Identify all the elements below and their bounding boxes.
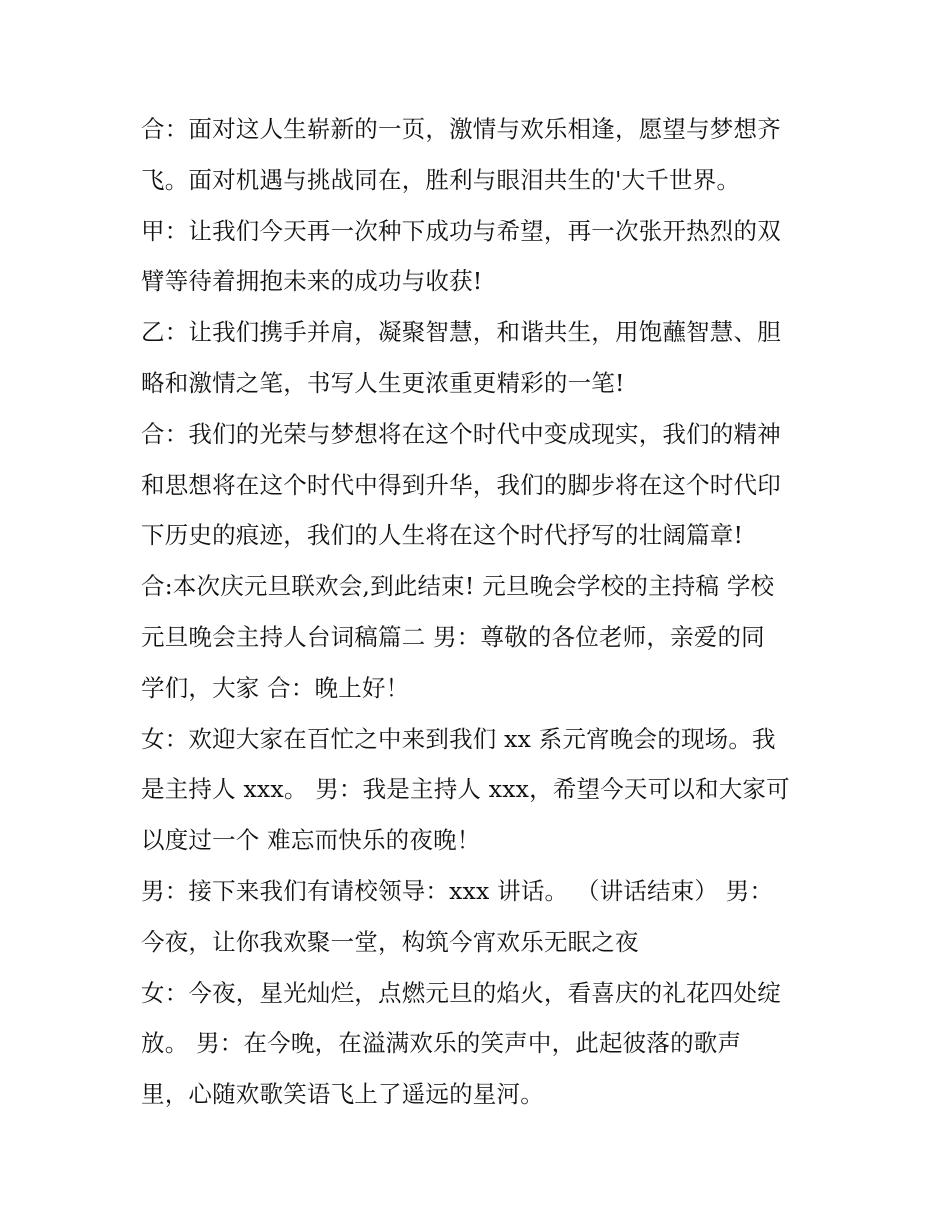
text-line: 略和激情之笔，书写人生更浓重更精彩的一笔!	[141, 368, 625, 397]
text-line: 乙：让我们携手并肩，凝聚智慧，和谐共生，用饱蘸智慧、胆	[141, 318, 781, 347]
text-line: 下历史的痕迹，我们的人生将在这个时代抒写的壮阔篇章!	[141, 521, 744, 550]
text-line: 学们，大家 合：晚上好！	[141, 673, 410, 702]
text-line: 和思想将在这个时代中得到升华，我们的脚步将在这个时代印	[141, 470, 781, 499]
text-line: 是主持人 xxx。 男：我是主持人 xxx，希望今天可以和大家可	[141, 775, 790, 804]
text-line: 甲：让我们今天再一次种下成功与希望，再一次张开热烈的双	[141, 216, 781, 245]
text-line: 里，心随欢歌笑语飞上了遥远的星河。	[141, 1080, 544, 1109]
text-line: 放。 男：在今晚，在溢满欢乐的笑声中，此起彼落的歌声	[141, 1029, 742, 1058]
text-line: 合：我们的光荣与梦想将在这个时代中变成现实，我们的精神	[141, 419, 781, 448]
text-line: 臂等待着拥抱未来的成功与收获!	[141, 267, 483, 296]
text-line: 合:本次庆元旦联欢会,到此结束! 元旦晚会学校的主持稿 学校	[141, 572, 775, 601]
text-line: 女：欢迎大家在百忙之中来到我们 xx 系元宵晚会的现场。我	[141, 724, 776, 753]
document-text-body	[141, 104, 831, 1120]
text-line: 女：今夜，星光灿烂，点燃元旦的焰火，看喜庆的礼花四处绽	[141, 978, 781, 1007]
text-line: 飞。面对机遇与挑战同在，胜利与眼泪共生的'大千世界。	[141, 165, 741, 194]
text-line: 今夜，让你我欢聚一堂，构筑今宵欢乐无眠之夜	[141, 927, 639, 956]
text-line: 元旦晚会主持人台词稿篇二 男：尊敬的各位老师，亲爱的同	[141, 622, 765, 651]
text-line: 男：接下来我们有请校领导：xxx 讲话。 （讲话结束） 男：	[141, 876, 774, 905]
text-line: 以度过一个 难忘而快乐的夜晚！	[141, 826, 481, 855]
text-line: 合：面对这人生崭新的一页，激情与欢乐相逢，愿望与梦想齐	[141, 115, 781, 143]
